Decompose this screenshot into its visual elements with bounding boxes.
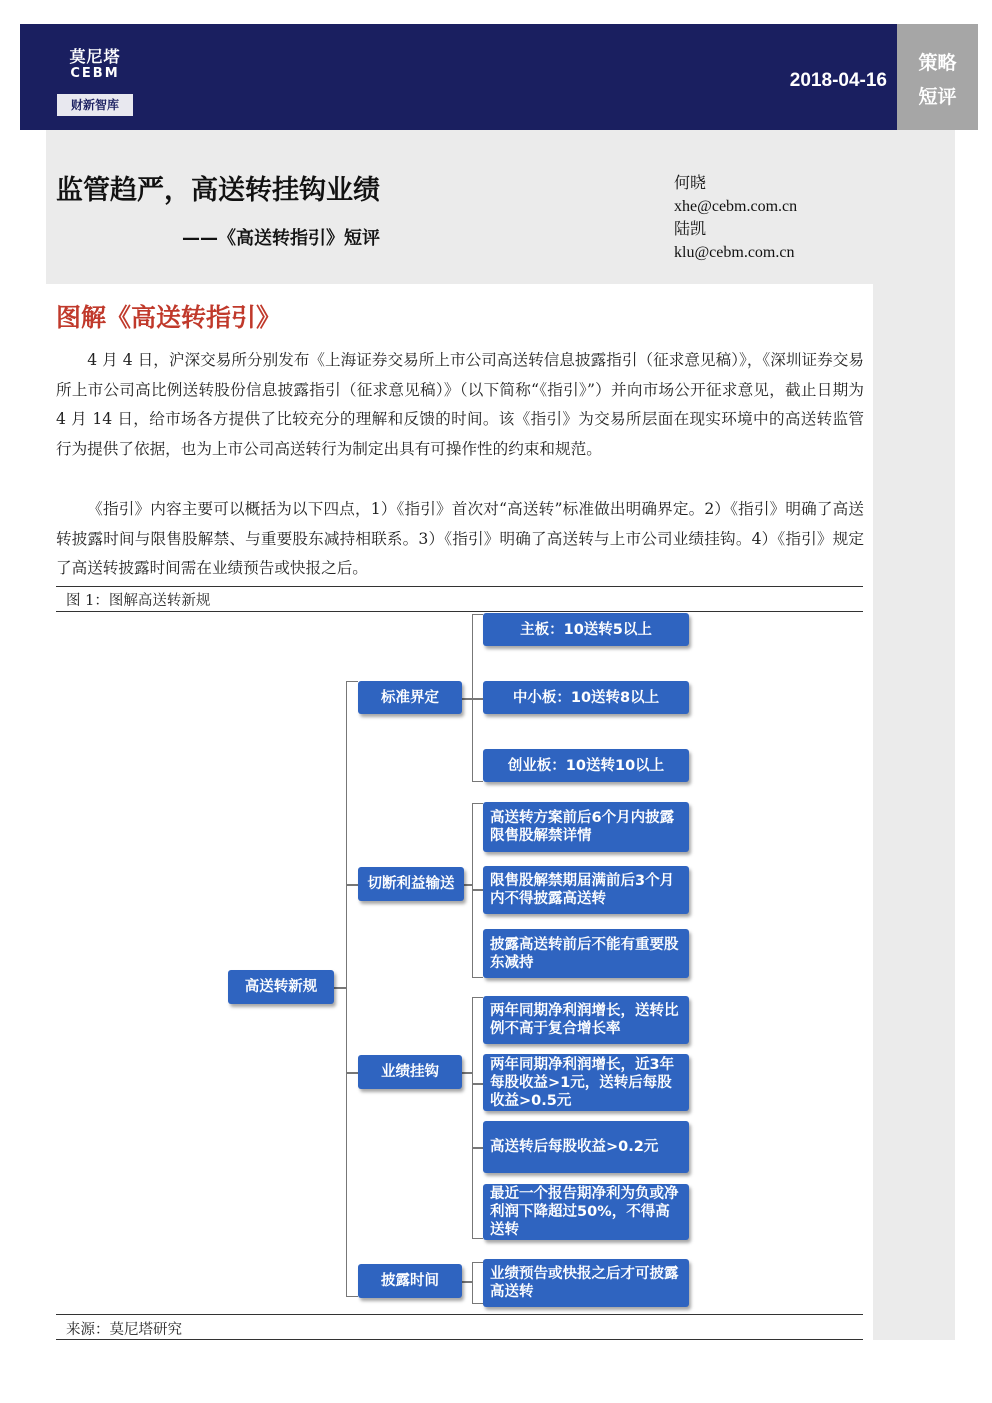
logo-chinese: 莫尼塔: [69, 47, 121, 66]
leaf-node: 两年同期净利润增长，近3年每股收益>1元，送转后每股收益>0.5元: [483, 1054, 689, 1111]
leaf-node: 主板：10送转5以上: [483, 613, 689, 646]
page-title: 监管趋严，高送转挂钩业绩: [56, 175, 380, 206]
category-line-1: 策略: [918, 52, 957, 74]
logo: [57, 38, 133, 117]
source-rule: [56, 1339, 863, 1340]
body-paragraph: 4 月 4 日，沪深交易所分别发布《上海证券交易所上市公司高送转信息披露指引（征求意见稿）》，《深圳证券交易所上市公司高比例送转股份信息披露指引（征求意见稿）》（以下简称“《指引》”）并向市场公开征求意见，截止日期为 4 月 14 日，给市场各方提供了比较充分的理解和反馈的时间。该《指引》为交易所层面在现实环境中的高送转监管行为提供了依据，也为上市公司高送转行为制定出具有可操作性的约束和规范。: [56, 351, 864, 458]
section-heading: 图解《高送转指引》: [56, 303, 282, 332]
author-name: 何晓: [674, 175, 707, 192]
header-bar: [20, 24, 897, 130]
author-email[interactable]: klu@cebm.com.cn: [674, 244, 795, 261]
leaf-connector: [472, 698, 483, 700]
author-email[interactable]: xhe@cebm.com.cn: [674, 198, 798, 215]
logo-english: CEBM: [70, 66, 120, 81]
logo-tagline: 财新智库: [57, 94, 133, 116]
leaf-node: 创业板：10送转10以上: [483, 749, 689, 782]
category-brace: [472, 1262, 483, 1304]
category-brace: [472, 803, 483, 978]
leaf-connector: [472, 1083, 483, 1085]
leaf-node: 高送转方案前后6个月内披露限售股解禁详情: [483, 802, 689, 852]
author-list: [674, 172, 797, 264]
category-node: 标准界定: [358, 681, 462, 714]
branch-connector: [346, 884, 358, 886]
figure-caption: 图 1：图解高送转新规: [66, 593, 211, 609]
leaf-node: 披露高送转前后不能有重要股东减持: [483, 929, 689, 978]
page-subtitle: ——《高送转指引》短评: [182, 228, 380, 249]
figure-source: 来源：莫尼塔研究: [66, 1322, 182, 1338]
caption-rule: [56, 611, 863, 612]
leaf-node: 最近一个报告期净利为负或净利润下降超过50%，不得高送转: [483, 1184, 689, 1240]
figure-top-rule: [56, 586, 863, 587]
category-connector: [462, 698, 472, 700]
leaf-node: 业绩预告或快报之后才可披露高送转: [483, 1259, 689, 1307]
branch-connector: [346, 1072, 358, 1074]
category-node: 切断利益输送: [358, 867, 464, 901]
leaf-connector: [472, 889, 483, 891]
category-brace: [472, 997, 483, 1239]
body-paragraph: 《指引》内容主要可以概括为以下四点，1）《指引》首次对“高送转”标准做出明确界定。2）《指引》明确了高送转披露时间与限售股解禁、与重要股东减持相联系。3）《指引》明确了高送转与上市公司业绩挂钩。4）《指引》规定了高送转披露时间需在业绩预告或快报之后。: [56, 500, 864, 577]
root-brace: [346, 681, 358, 1297]
category-connector: [462, 1281, 472, 1283]
side-margin: [873, 130, 955, 1340]
leaf-node: 限售股解禁期届满前后3个月内不得披露高送转: [483, 866, 689, 914]
report-date: 2018-04-16: [789, 70, 887, 91]
leaf-node: 两年同期净利润增长，送转比例不高于复合增长率: [483, 996, 689, 1044]
root-connector: [334, 987, 346, 989]
root-node: 高送转新规: [228, 970, 334, 1004]
category-node: 业绩挂钩: [358, 1055, 462, 1089]
leaf-node: 中小板：10送转8以上: [483, 681, 689, 714]
leaf-connector: [472, 1147, 483, 1149]
leaf-node: 高送转后每股收益>0.2元: [483, 1121, 689, 1173]
figure-bottom-rule: [56, 1314, 863, 1315]
title-block: [46, 130, 873, 284]
author-name: 陆凯: [674, 221, 707, 238]
category-badge: [897, 24, 978, 130]
category-connector: [464, 884, 472, 886]
category-connector: [462, 1072, 472, 1074]
category-line-2: 短评: [918, 86, 957, 108]
category-node: 披露时间: [358, 1264, 462, 1298]
